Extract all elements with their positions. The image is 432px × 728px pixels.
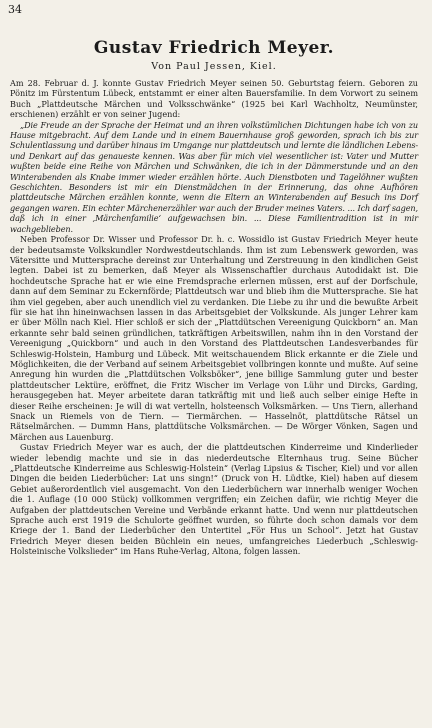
paragraph-quote: „Die Freude an der Sprache der Heimat und an ihren volkstümlichen Dichtungen habe ich von zu Hause mitgebracht. Auf dem Lande und in einem Bauernhause groß geworden, sprach ich bis zur Schulentlassung und darüber hinaus im Umgange nur plattdeutsch und lernte die ländlichen Lebens- und Denkart auf das genaueste kennen. Was aber für mich viel wesentlicher ist: Vater und Mutter wußten beide eine Reihe von Märchen und Schwänken, die ich in der Dämmerstunde und an den Winterabenden als Knabe immer wieder erzählen hörte. Auch Dienstboten und Tagelöhner wußten Geschichten. Besonders ist mir ein Dienstmädchen in der Erinnerung, das ohne Aufhören plattdeutsche Märchen erzählen konnte, wenn die Eltern an Winterabenden auf Besuch ins Dorf gegangen waren. Ein echter Märchenerzähler war auch der Bruder meines Vaters. ... Ich darf sagen, daß ich in einer ,Märchenfamilie‘ aufgewachsen bin. ... Diese Familientradition ist in mir wachgeblieben. (10, 119, 419, 234)
page-number: 34 (8, 3, 22, 16)
paragraph-intro: Am 28. Februar d. J. konnte Gustav Friedrich Meyer seinen 50. Geburtstag feiern. Geboren zu Pönitz im Fürstentum Lübeck, entstammt er einer alten Bauersfamilie. In dem Vorwort zu seinem Buch „Plattdeutsche Märchen und Volksschwänke“ (1925 bei Karl Wachholtz, Neumünster, erschienen) erzählt er von seiner Jugend: (10, 78, 418, 120)
paragraph-career: Neben Professor Dr. Wisser und Professor Dr. h. c. Wossidlo ist Gustav Friedrich Meyer heute der bedeutsamste Volkskundler Nordwestdeutschlands. Ihm ist zum Lebenswerk geworden, was Vätersitte und Muttersprache dereinst zur Unterhaltung und Zerstreuung in den kindlichen Geist legten. Dabei ist zu bemerken, daß Meyer als Wissenschaftler durchaus Autodidakt ist. Die hochdeutsche Sprache hat er wie eine Fremdsprache erlernen müssen, erst auf der Dorfschule, dann auf dem Seminar zu Eckernförde; Plattdeutsch war und blieb ihm die Muttersprache. Sie hat ihm viel gegeben, aber auch unendlich viel zu verdanken. Die Liebe zu ihr und die bewußte Arbeit für sie hat ihn hineinwachsen lassen in das Arbeitsgebiet der Volkskunde. Als junger Lehrer kam er über Mölln nach Kiel. Hier schloß er sich der „Plattdütschen Vereenigung Quickborn“ an. Man erkannte sehr bald seinen gründlichen, tatkräftigen Arbeitswillen, nahm ihn in den Vorstand der Vereenigung „Quickborn“ und auch in den Vorstand des Plattdeutschen Landesverbandes für Schleswig-Holstein, Hamburg und Lübeck. Mit weitschauendem Blick erkannte er die Ziele und Möglichkeiten, die der Verband auf seinem Arbeitsgebiet vollbringen konnte und mußte. Auf seine Anregung hin wurden die „Plattdütschen Volksböker“, jene billige Sammlung guter und bester plattdeutscher Lektüre, eröffnet, die Fritz Wischer im Verlage von Lühr und Dircks, Garding, herausgegeben hat. Meyer arbeitete daran tatkräftig mit und ließ auch selber einige Hefte in dieser Reihe erscheinen: Je will di wat vertelln, holsteensch Volksmärken. — Uns Tiern, allerhand Snack un Riemels von de Tiern. — Tiermärchen. — Hasselnöt, plattdütsche Rätsel un Rätselmärchen. — Dummn Hans, plattdütsche Volksmärchen. — De Wörger Vönken, Sagen und Märchen aus Lauenburg. (10, 234, 418, 442)
article-body (10, 78, 418, 557)
article-title: Gustav Friedrich Meyer. (93, 38, 335, 58)
article-byline: Von Paul Jessen, Kiel. (151, 61, 277, 72)
paragraph-songbooks: Gustav Friedrich Meyer war es auch, der die plattdeutschen Kinderreime und Kinderlieder wieder lebendig machte und sie in das niederdeutsche Elternhaus trug. Seine Bücher „Plattdeutsche Kinderreime aus Schleswig-Holstein“ (Verlag Lipsius & Tischer, Kiel) und vor allen Dingen die beiden Liederbücher: Lat uns singn!“ (Druck von H. Lüdtke, Kiel) haben auf diesem Gebiet außerordentlich viel ausgemacht. Von den Liederbüchern war innerhalb weniger Wochen die 1. Auflage (10 000 Stück) vollkommen vergriffen; ein Zeichen dafür, wie richtig Meyer die Aufgaben der plattdeutschen Vereine und Verbände erkannt hatte. Und wenn nur plattdeutschen Sprache auch erst 1919 die Schulorte geöffnet wurden, so führte doch schon damals vor dem Kriege der 1. Band der Liederbücher den Untertitel „För Hus un School“. Jetzt hat Gustav Friedrich Meyer diesen beiden Büchlein ein neues, umfangreiches Liederbuch „Schleswig-Holsteinische Volkslieder“ im Hans Ruhe-Verlag, Altona, folgen lassen. (10, 442, 418, 557)
